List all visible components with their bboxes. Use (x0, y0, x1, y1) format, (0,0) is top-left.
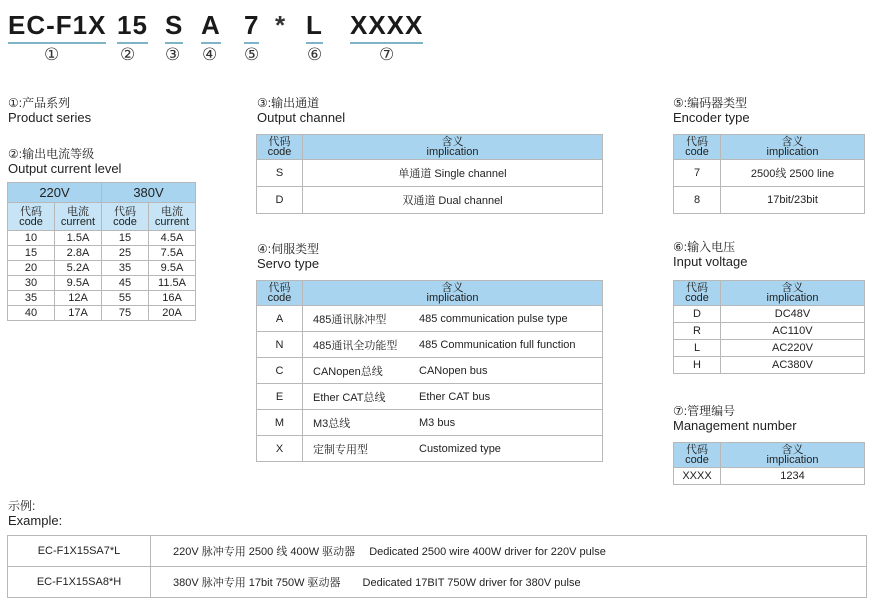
sub-header-current: 电流 current (149, 203, 196, 231)
table-row: L AC220V (674, 340, 865, 357)
table-row: R AC110V (674, 323, 865, 340)
table-row: D 双通道 Dual channel (257, 187, 603, 214)
table-row: E Ether CAT总线 Ether CAT bus (257, 384, 603, 410)
code-segment-series: EC-F1X (8, 10, 106, 41)
input-voltage-table (673, 280, 865, 374)
table-row: 35 12A 55 16A (8, 291, 196, 306)
group-380v: 380V (102, 183, 196, 203)
encoder-type-heading: ⑤:编码器类型 Encoder type (673, 96, 750, 125)
table-row: 40 17A 75 20A (8, 306, 196, 321)
example-heading: 示例: Example: (8, 499, 63, 528)
example-table (7, 535, 867, 598)
marker-2: ② (120, 45, 136, 65)
table-row: 7 2500线 2500 line (674, 160, 865, 187)
example-model: EC-F1X15SA8*H (8, 567, 151, 598)
marker-5: ⑤ (244, 45, 260, 65)
header-implication: 含义 implication (721, 135, 865, 160)
table-row: M M3总线 M3 bus (257, 410, 603, 436)
code-segment-servo: A (201, 10, 221, 41)
input-voltage-heading: ⑥:输入电压 Input voltage (673, 240, 748, 269)
example-description: 220V 脉冲专用 2500 线 400W 驱动器 Dedicated 2500 wire 400W driver for 220V pulse (151, 536, 867, 567)
table-row: D DC48V (674, 306, 865, 323)
code-segment-voltage: L (306, 10, 323, 41)
table-row: S 单通道 Single channel (257, 160, 603, 187)
group-220v: 220V (8, 183, 102, 203)
header-code: 代码 code (674, 281, 721, 306)
header-implication: 含义 implication (721, 281, 865, 306)
output-channel-heading: ③:输出通道 Output channel (257, 96, 346, 125)
marker-4: ④ (202, 45, 218, 65)
example-model: EC-F1X15SA7*L (8, 536, 151, 567)
header-code: 代码 code (674, 443, 721, 468)
table-row: 8 17bit/23bit (674, 187, 865, 214)
marker-7: ⑦ (379, 45, 395, 65)
output-current-table (7, 182, 196, 321)
header-implication: 含义 implication (303, 135, 603, 160)
sub-header-current: 电流 current (55, 203, 102, 231)
code-segment-management: XXXX (350, 10, 423, 41)
sub-header-code: 代码 code (8, 203, 55, 231)
table-row: X 定制专用型 Customized type (257, 436, 603, 462)
code-segment-current: 15 (117, 10, 148, 41)
servo-type-heading: ④:伺服类型 Servo type (257, 242, 320, 271)
table-row: 10 1.5A 15 4.5A (8, 231, 196, 246)
table-row: H AC380V (674, 357, 865, 374)
marker-3: ③ (165, 45, 181, 65)
table-row: 15 2.8A 25 7.5A (8, 246, 196, 261)
code-segment-encoder: 7 (244, 10, 259, 41)
management-number-heading: ⑦:管理编号 Management number (673, 404, 797, 433)
header-code: 代码 code (674, 135, 721, 160)
output-current-heading: ②:输出电流等级 Output current level (8, 147, 122, 176)
header-code: 代码 code (257, 135, 303, 160)
table-row: A 485通讯脉冲型 485 communication pulse type (257, 306, 603, 332)
table-row: 20 5.2A 35 9.5A (8, 261, 196, 276)
header-code: 代码 code (257, 281, 303, 306)
table-row (8, 567, 867, 598)
table-row (8, 536, 867, 567)
example-description: 380V 脉冲专用 17bit 750W 驱动器 Dedicated 17BIT 750W driver for 380V pulse (151, 567, 867, 598)
code-segment-channel: S (165, 10, 183, 41)
table-row: N 485通讯全功能型 485 Communication full function (257, 332, 603, 358)
output-channel-table (256, 134, 603, 214)
management-number-table (673, 442, 865, 485)
marker-1: ① (44, 45, 60, 65)
header-implication: 含义 implication (721, 443, 865, 468)
code-separator: * (275, 10, 286, 40)
table-row: XXXX 1234 (674, 468, 865, 485)
encoder-type-table (673, 134, 865, 214)
marker-6: ⑥ (307, 45, 323, 65)
product-series-heading: ①:产品系列 Product series (8, 96, 92, 125)
servo-type-table (256, 280, 603, 462)
sub-header-code: 代码 code (102, 203, 149, 231)
header-implication: 含义 implication (303, 281, 603, 306)
table-row: C CANopen总线 CANopen bus (257, 358, 603, 384)
table-row: 30 9.5A 45 11.5A (8, 276, 196, 291)
